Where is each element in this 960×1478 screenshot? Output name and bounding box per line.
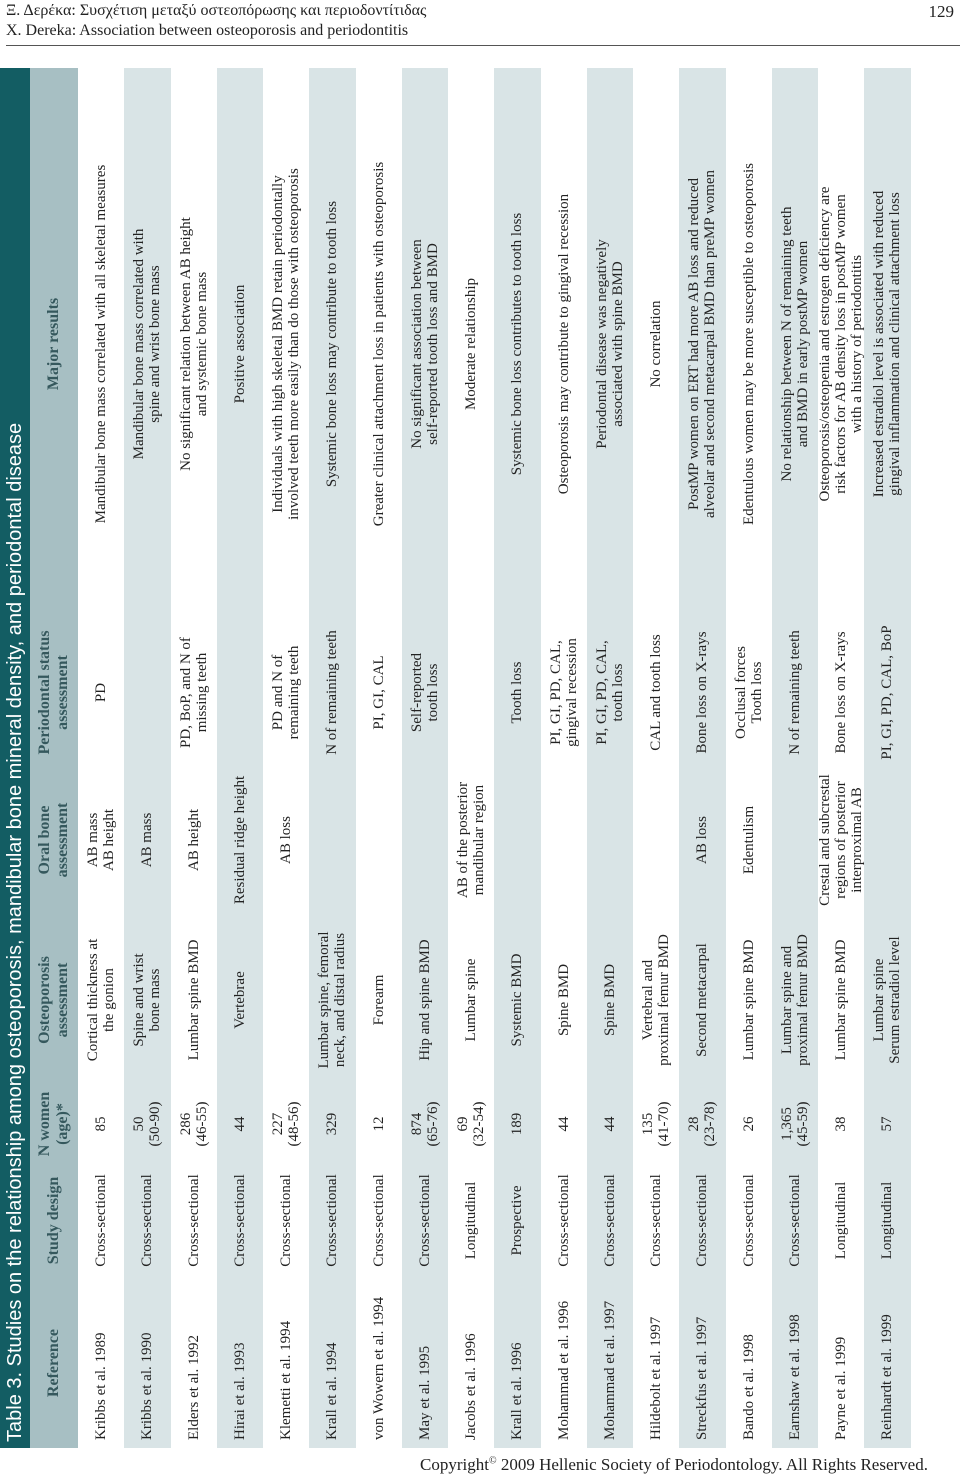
cell-periodontal-status: [448, 620, 494, 765]
cell-major-results: Osteoporosis may contribute to gingival recession: [555, 193, 572, 495]
cell-major-results: Systemic bone loss contributes to tooth loss: [509, 212, 526, 476]
cell-oral-bone-assessment: [864, 765, 910, 915]
cell-periodontal-status: PI, GI, PD, CAL, tooth loss: [593, 640, 626, 745]
cell-reference: Streckfus et al. 1997: [694, 1316, 711, 1440]
col-header-major-results: Major results: [45, 297, 62, 391]
cell-oral-bone-assessment: [494, 765, 540, 915]
cell-periodontal-status: N of remaining teeth: [324, 630, 341, 755]
cell-reference: Elders et al. 1992: [185, 1335, 202, 1440]
col-header-n-women: N women (age)*: [36, 1091, 71, 1157]
cell-oral-bone-assessment: [772, 765, 818, 915]
cell-periodontal-status: PD, BoP, and N of missing teeth: [177, 637, 210, 748]
cell-periodontal-status: PI, GI, CAL: [370, 655, 387, 730]
table-row: [494, 68, 540, 1448]
table-row: [217, 68, 263, 1448]
cell-n-women: 227 (48-56): [270, 1101, 303, 1147]
cell-reference: Payne et al. 1999: [833, 1336, 850, 1440]
table-header-row: [30, 68, 78, 1448]
cell-major-results: Edentulous women may be more susceptible to osteoporosis: [740, 162, 757, 526]
cell-reference: Kribbs et al. 1989: [93, 1332, 110, 1440]
col-header-periodontal-status: Periodontal status assessment: [36, 630, 71, 755]
cell-major-results: Individuals with high skeletal BMD retain periodontally involved teeth more easily than do those with osteoporosis: [270, 168, 303, 520]
col-header-reference: Reference: [45, 1328, 62, 1398]
col-header-oral-bone-assessment: Oral bone assessment: [36, 802, 71, 878]
cell-study-design: Cross-sectional: [648, 1174, 665, 1267]
cell-reference: May et al. 1995: [416, 1345, 433, 1440]
cell-n-women: 874 (65-76): [408, 1101, 441, 1147]
table-row: [309, 68, 355, 1448]
table-body: [78, 68, 911, 1448]
cell-major-results: No significant association between self-reported tooth loss and BMD: [408, 239, 441, 449]
cell-oral-bone-assessment: [587, 765, 633, 915]
cell-osteoporosis-assessment: Cortical thickness at the gonion: [85, 938, 118, 1062]
cell-reference: Kribbs et al. 1990: [139, 1332, 156, 1440]
cell-n-women: 28 (23-78): [686, 1101, 719, 1147]
copyright-text: 2009 Hellenic Society of Periodontology. All Rights Reserved.: [496, 1455, 928, 1474]
table-row: [679, 68, 725, 1448]
cell-study-design: Cross-sectional: [185, 1174, 202, 1267]
table-row: [726, 68, 772, 1448]
col-header-osteoporosis-assessment: Osteoporosis assessment: [36, 956, 71, 1044]
cell-osteoporosis-assessment: Spine BMD: [555, 963, 572, 1037]
cell-n-women: 44: [555, 1116, 572, 1132]
cell-n-women: 329: [324, 1112, 341, 1136]
cell-periodontal-status: Tooth loss: [509, 661, 526, 724]
cell-oral-bone-assessment: [309, 765, 355, 915]
cell-oral-bone-assessment: [633, 765, 679, 915]
cell-oral-bone-assessment: [541, 765, 587, 915]
cell-study-design: Cross-sectional: [786, 1174, 803, 1267]
cell-study-design: Cross-sectional: [416, 1174, 433, 1267]
cell-major-results: No correlation: [648, 300, 665, 388]
cell-periodontal-status: Occlusal forces Tooth loss: [732, 646, 765, 739]
cell-reference: Bando et al. 1998: [740, 1334, 757, 1440]
cell-osteoporosis-assessment: Vertebral and proximal femur BMD: [640, 934, 673, 1066]
table-row: [356, 68, 402, 1448]
table-row: [587, 68, 633, 1448]
cell-osteoporosis-assessment: Systemic BMD: [509, 953, 526, 1047]
page-number: 129: [928, 2, 954, 21]
copyright-prefix: Copyright: [420, 1455, 489, 1474]
table-row: [402, 68, 448, 1448]
cell-osteoporosis-assessment: Hip and spine BMD: [416, 939, 433, 1061]
header-title-greek: Ξ. Δερέκα: Συσχέτιση μεταξύ οστεοπόρωσης και περιοδοντίτιδας: [6, 2, 427, 19]
cell-study-design: Cross-sectional: [93, 1174, 110, 1267]
cell-osteoporosis-assessment: Forearm: [370, 974, 387, 1026]
col-header-study-design: Study design: [45, 1176, 62, 1265]
rotated-table: [0, 68, 952, 1448]
cell-osteoporosis-assessment: Lumbar spine: [463, 958, 480, 1042]
cell-osteoporosis-assessment: Spine and wrist bone mass: [131, 953, 164, 1047]
cell-major-results: Increased estradiol level is associated with reduced gingival inflammation and clinical attachment loss: [871, 190, 904, 498]
cell-n-women: 50 (50-90): [131, 1101, 164, 1147]
cell-osteoporosis-assessment: Vertebrae: [231, 971, 248, 1029]
cell-n-women: 1,365 (45-59): [778, 1101, 811, 1147]
cell-periodontal-status: Bone loss on X-rays: [833, 631, 850, 754]
cell-oral-bone-assessment: Residual ridge height: [231, 775, 248, 905]
cell-study-design: Cross-sectional: [324, 1174, 341, 1267]
header-divider: [6, 45, 960, 46]
cell-osteoporosis-assessment: Lumbar spine and proximal femur BMD: [778, 934, 811, 1066]
cell-reference: Reinhardt et al. 1999: [879, 1314, 896, 1440]
copyright-notice: [420, 1455, 928, 1475]
cell-oral-bone-assessment: Crestal and subcrestal regions of posterior interproximal AB: [817, 774, 866, 906]
cell-n-women: 44: [231, 1116, 248, 1132]
cell-reference: Hildebolt et al. 1997: [648, 1316, 665, 1440]
table-row: [864, 68, 910, 1448]
cell-study-design: Cross-sectional: [694, 1174, 711, 1267]
cell-major-results: Moderate relationship: [463, 277, 480, 411]
cell-study-design: Cross-sectional: [555, 1174, 572, 1267]
cell-study-design: Cross-sectional: [370, 1174, 387, 1267]
cell-periodontal-status: PD: [93, 682, 110, 703]
cell-reference: von Wowern et al. 1994: [370, 1296, 387, 1440]
table-row: [78, 68, 124, 1448]
cell-study-design: Longitudinal: [879, 1181, 896, 1260]
cell-n-women: 38: [833, 1116, 850, 1132]
cell-osteoporosis-assessment: [263, 915, 309, 1085]
cell-periodontal-status: [124, 620, 170, 765]
cell-oral-bone-assessment: AB loss: [694, 816, 711, 864]
table-row: [818, 68, 864, 1448]
cell-major-results: Systemic bone loss may contribute to tooth loss: [324, 200, 341, 488]
cell-periodontal-status: N of remaining teeth: [786, 630, 803, 755]
cell-oral-bone-assessment: AB mass: [139, 812, 156, 868]
cell-major-results: No relationship between N of remaining teeth and BMD in early postMP women: [778, 206, 811, 482]
cell-reference: Klemetti et al. 1994: [278, 1320, 295, 1440]
cell-oral-bone-assessment: AB mass AB height: [85, 808, 118, 872]
table-row: [263, 68, 309, 1448]
cell-study-design: Cross-sectional: [231, 1174, 248, 1267]
cell-major-results: PostMP women on ERT had more AB loss and reduced alveolar and second metacarpal BMD than preMP women: [686, 169, 719, 519]
cell-reference: Earnshaw et al. 1998: [786, 1314, 803, 1440]
cell-oral-bone-assessment: AB height: [185, 808, 202, 872]
cell-reference: Hirai et al. 1993: [231, 1342, 248, 1440]
cell-n-women: 286 (46-55): [177, 1101, 210, 1147]
cell-n-women: 12: [370, 1116, 387, 1132]
cell-study-design: Longitudinal: [833, 1181, 850, 1260]
cell-periodontal-status: PI, GI, PD, CAL, gingival recession: [547, 638, 580, 747]
cell-reference: Jacobs et al. 1996: [463, 1333, 480, 1440]
cell-n-women: 189: [509, 1112, 526, 1136]
cell-major-results: Greater clinical attachment loss in patients with osteoporosis: [370, 161, 387, 527]
cell-periodontal-status: PI, GI, PD, CAL, BoP: [879, 625, 896, 760]
header-title-english: X. Dereka: Association between osteoporosis and periodontitis: [6, 22, 409, 39]
cell-periodontal-status: Self-reported tooth loss: [408, 652, 441, 733]
cell-major-results: No significant relation between AB height and systemic bone mass: [177, 217, 210, 471]
cell-major-results: Mandibular bone mass correlated with spine and wrist bone mass: [131, 228, 164, 460]
cell-osteoporosis-assessment: Lumbar spine BMD: [740, 939, 757, 1061]
table-row: [171, 68, 217, 1448]
cell-osteoporosis-assessment: Second metacarpal: [694, 943, 711, 1057]
cell-study-design: Cross-sectional: [601, 1174, 618, 1267]
table-caption: Table 3. Studies on the relationship among osteoporosis, mandibular bone mineral density, and periodontal disease: [0, 68, 30, 1448]
cell-oral-bone-assessment: [356, 765, 402, 915]
table-row: [448, 68, 494, 1448]
cell-reference: Mohammad et al. 1997: [601, 1300, 618, 1440]
cell-reference: Mohammad et al. 1996: [555, 1300, 572, 1440]
cell-n-women: 44: [601, 1116, 618, 1132]
cell-study-design: Cross-sectional: [278, 1174, 295, 1267]
cell-periodontal-status: CAL and tooth loss: [648, 634, 665, 751]
cell-study-design: Cross-sectional: [740, 1174, 757, 1267]
cell-oral-bone-assessment: Edentulism: [740, 805, 757, 875]
cell-major-results: Positive association: [231, 284, 248, 404]
cell-osteoporosis-assessment: Lumbar spine Serum estradiol level: [871, 936, 904, 1064]
cell-oral-bone-assessment: [402, 765, 448, 915]
cell-major-results: Osteoporosis/osteopenia and estrogen deficiency are risk factors for AB density loss in postMP women with a history of periodontitis: [817, 186, 866, 502]
cell-periodontal-status: [217, 620, 263, 765]
table-row: [633, 68, 679, 1448]
cell-study-design: Prospective: [509, 1185, 526, 1256]
cell-study-design: Cross-sectional: [139, 1174, 156, 1267]
cell-reference: Krall et al. 1996: [509, 1342, 526, 1440]
cell-oral-bone-assessment: AB loss: [278, 816, 295, 864]
cell-osteoporosis-assessment: Spine BMD: [601, 963, 618, 1037]
cell-periodontal-status: Bone loss on X-rays: [694, 631, 711, 754]
cell-n-women: 57: [879, 1116, 896, 1132]
cell-osteoporosis-assessment: Lumbar spine, femoral neck, and distal radius: [316, 931, 349, 1069]
cell-major-results: Mandibular bone mass correlated with all skeletal measures: [93, 164, 110, 524]
cell-osteoporosis-assessment: Lumbar spine BMD: [185, 939, 202, 1061]
cell-study-design: Longitudinal: [463, 1181, 480, 1260]
cell-periodontal-status: PD and N of remaining teeth: [270, 645, 303, 740]
page-header: [6, 0, 954, 44]
cell-n-women: 26: [740, 1116, 757, 1132]
cell-n-women: 135 (41-70): [640, 1101, 673, 1147]
table-row: [541, 68, 587, 1448]
table-row: [772, 68, 818, 1448]
cell-reference: Krall et al. 1994: [324, 1342, 341, 1440]
copyright-symbol: ©: [488, 1455, 497, 1467]
cell-n-women: 69 (32-54): [455, 1101, 488, 1147]
table-row: [124, 68, 170, 1448]
cell-oral-bone-assessment: AB of the posterior mandibular region: [455, 781, 488, 899]
cell-major-results: Periodontal disease was negatively associated with spine BMD: [593, 239, 626, 449]
cell-n-women: 85: [93, 1116, 110, 1132]
cell-osteoporosis-assessment: Lumbar spine BMD: [833, 939, 850, 1061]
